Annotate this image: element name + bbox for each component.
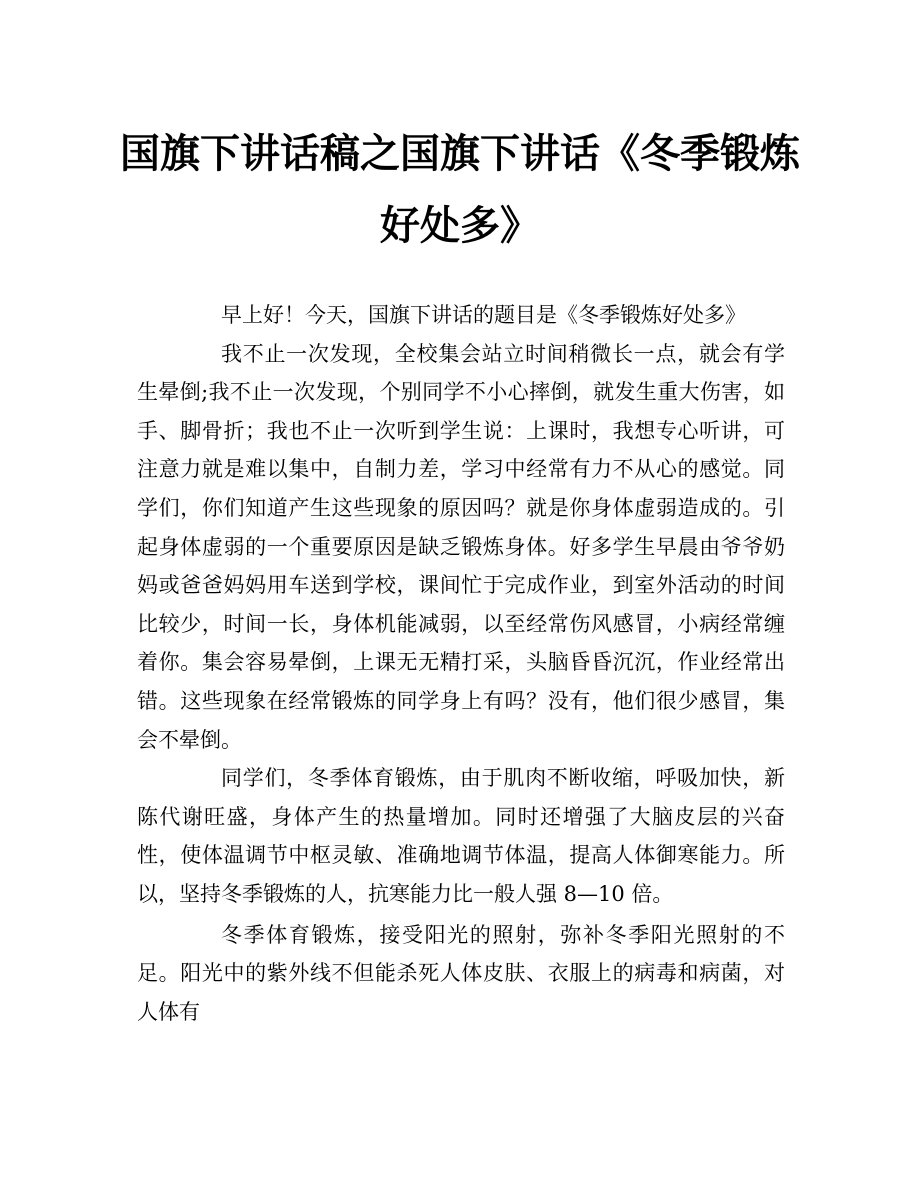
- paragraph-problems: 我不止一次发现，全校集会站立时间稍微长一点，就会有学生晕倒;我不止一次发现，个别同学不小心摔倒，就发生重大伤害，如手、脚骨折；我也不止一次听到学生说：上课时，我想专心听讲，可注意力就是难以集中，自制力差，学习中经常有力不从心的感觉。同学们，你们知道产生这些现象的原因吗？就是你身体虚弱造成的。引起身体虚弱的一个重要原因是缺乏锻炼身体。好多学生早晨由爷爷奶妈或爸爸妈妈用车送到学校，课间忙于完成作业，到室外活动的时间比较少，时间一长，身体机能减弱，以至经常伤风感冒，小病经常缠着你。集会容易晕倒，上课无无精打采，头脑昏昏沉沉，作业经常出错。这些现象在经常锻炼的同学身上有吗？没有，他们很少感冒，集会不晕倒。: [137, 341, 785, 752]
- document-body: [137, 296, 785, 1031]
- paragraph-sunlight: 冬季体育锻炼，接受阳光的照射，弥补冬季阳光照射的不足。阳光中的紫外线不但能杀死人体皮肤、衣服上的病毒和病菌，对人体有: [137, 922, 785, 1024]
- paragraph-winter-exercise: 同学们，冬季体育锻炼，由于肌肉不断收缩，呼吸加快，新陈代谢旺盛，身体产生的热量增加。同时还增强了大脑皮层的兴奋性，使体温调节中枢灵敏、准确地调节体温，提高人体御寒能力。所以，坚持冬季锻炼的人，抗寒能力比一般人强 8—10 倍。: [137, 766, 785, 906]
- document-title: 国旗下讲话稿之国旗下讲话《冬季锻炼好处多》: [120, 130, 800, 249]
- paragraph-greeting: 早上好！今天，国旗下讲话的题目是《冬季锻炼好处多》: [221, 303, 746, 327]
